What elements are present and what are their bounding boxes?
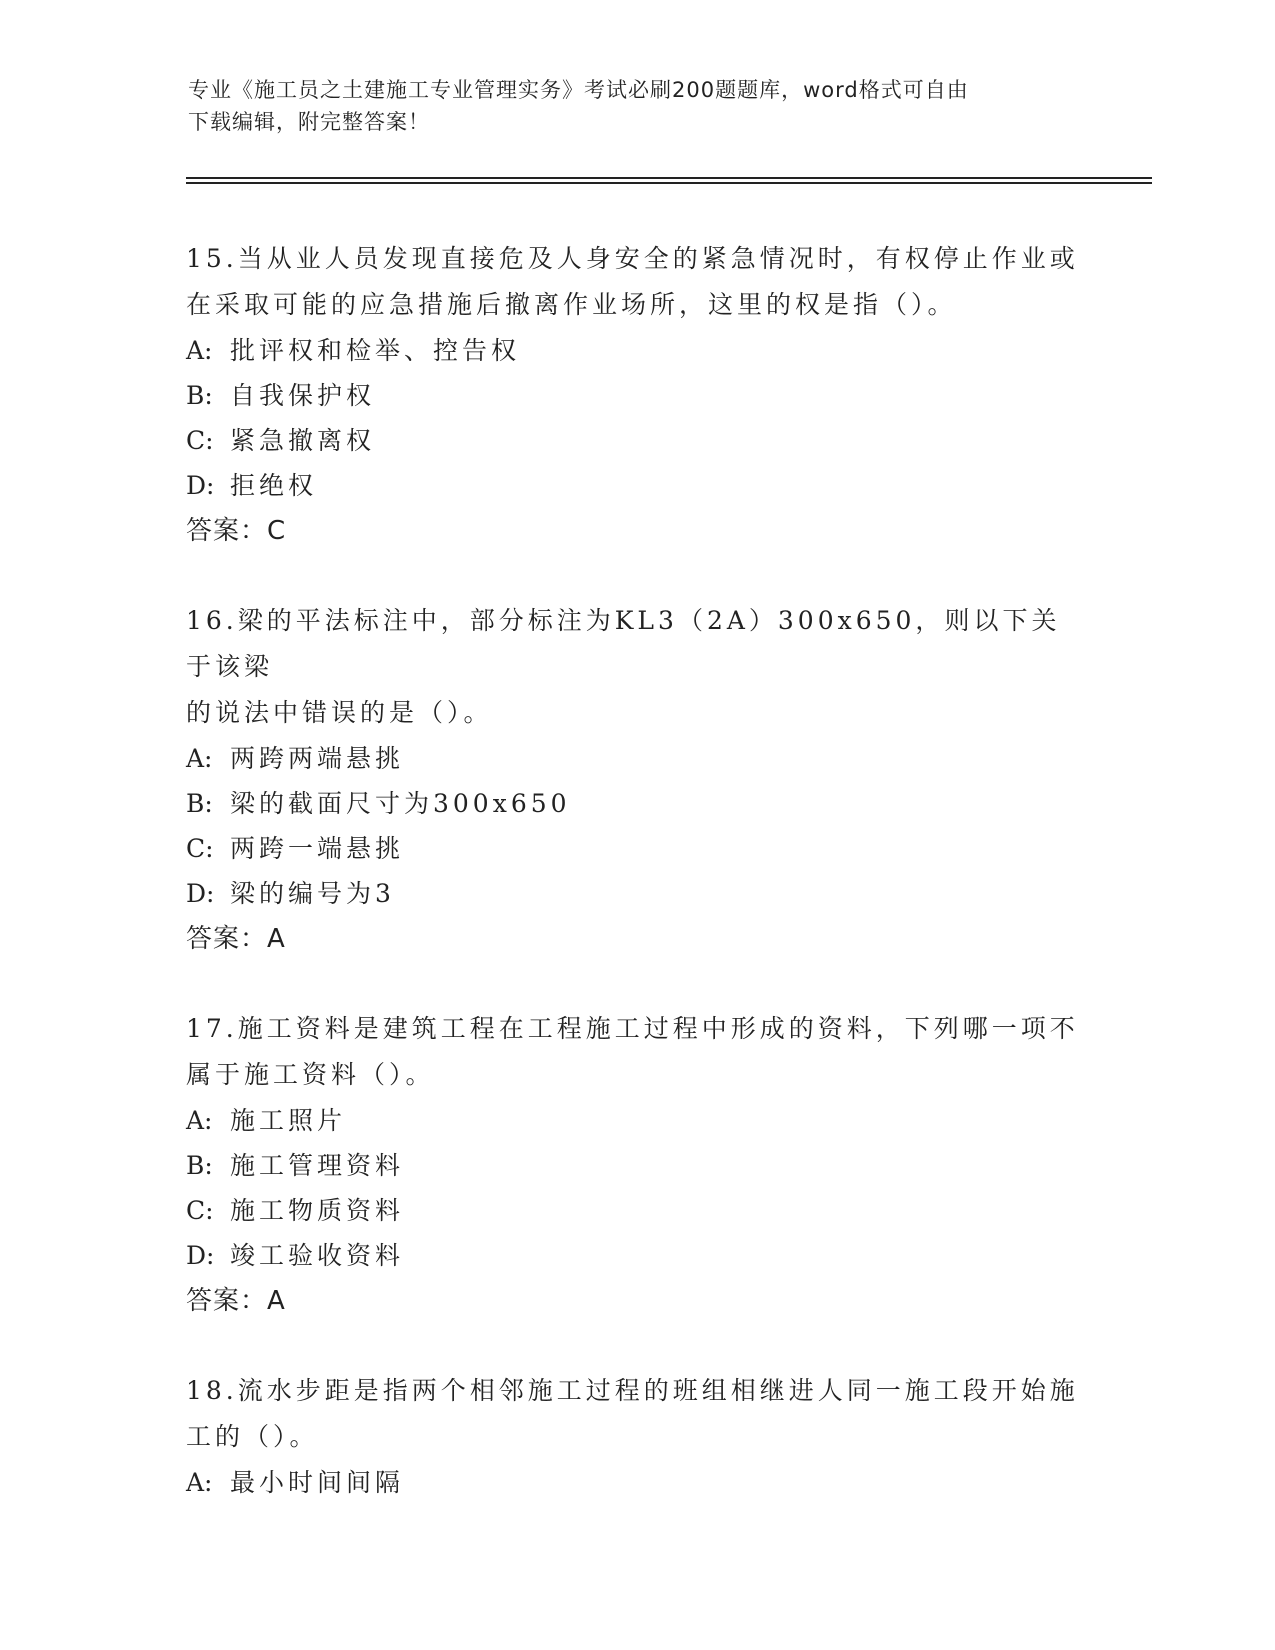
option-letter: A: bbox=[186, 1468, 213, 1497]
option-text: 两跨两端悬挑 bbox=[230, 744, 405, 773]
option-letter: A: bbox=[186, 1106, 213, 1135]
question-15 bbox=[186, 236, 1086, 554]
option-text: 梁的截面尺寸为300x650 bbox=[230, 789, 571, 818]
question-stem-line: 属于施工资料（）。 bbox=[186, 1060, 435, 1089]
option-b bbox=[186, 1143, 1086, 1188]
option-b bbox=[186, 373, 1086, 418]
question-stem-line: 在采取可能的应急措施后撤离作业场所，这里的权是指（）。 bbox=[186, 290, 957, 319]
option-text: 竣工验收资料 bbox=[230, 1241, 405, 1270]
option-letter: A: bbox=[186, 744, 213, 773]
option-c bbox=[186, 1188, 1086, 1233]
question-stem-line: 16.梁的平法标注中，部分标注为KL3（2A）300x650，则以下关于该梁 bbox=[186, 606, 1061, 681]
question-stem-line: 17.施工资料是建筑工程在工程施工过程中形成的资料，下列哪一项不 bbox=[186, 1014, 1079, 1043]
option-letter: B: bbox=[186, 789, 213, 818]
option-letter: A: bbox=[186, 336, 213, 365]
header-divider-top bbox=[186, 177, 1152, 179]
option-letter: C: bbox=[186, 834, 214, 863]
question-stem-line: 工的（）。 bbox=[186, 1422, 319, 1451]
option-c bbox=[186, 418, 1086, 463]
question-stem-line: 18.流水步距是指两个相邻施工过程的班组相继进人同一施工段开始施 bbox=[186, 1376, 1079, 1405]
option-text: 自我保护权 bbox=[230, 381, 376, 410]
header-line-2: 下载编辑，附完整答案！ bbox=[188, 110, 430, 134]
option-a bbox=[186, 1098, 1086, 1143]
option-text: 梁的编号为3 bbox=[230, 879, 395, 908]
option-text: 拒绝权 bbox=[230, 471, 318, 500]
option-a bbox=[186, 736, 1086, 781]
header-line-1: 专业《施工员之土建施工专业管理实务》考试必刷200题题库，word格式可自由 bbox=[188, 78, 969, 102]
option-d bbox=[186, 871, 1086, 916]
option-letter: B: bbox=[186, 381, 213, 410]
option-letter: C: bbox=[186, 1196, 214, 1225]
option-letter: D: bbox=[186, 1241, 215, 1270]
question-17 bbox=[186, 1006, 1086, 1324]
question-list bbox=[186, 236, 1086, 1549]
question-stem-line: 15.当从业人员发现直接危及人身安全的紧急情况时，有权停止作业或 bbox=[186, 244, 1079, 273]
option-b bbox=[186, 781, 1086, 826]
option-a bbox=[186, 328, 1086, 373]
answer-label: 答案：C bbox=[186, 516, 287, 546]
option-text: 紧急撤离权 bbox=[230, 426, 376, 455]
answer-label: 答案：A bbox=[186, 924, 286, 954]
option-letter: D: bbox=[186, 879, 215, 908]
question-stem bbox=[186, 1368, 1086, 1460]
option-text: 施工物质资料 bbox=[230, 1196, 405, 1225]
option-text: 施工照片 bbox=[230, 1106, 347, 1135]
header-divider-bottom bbox=[186, 182, 1152, 184]
option-d bbox=[186, 463, 1086, 508]
option-text: 两跨一端悬挑 bbox=[230, 834, 405, 863]
option-letter: D: bbox=[186, 471, 215, 500]
question-18 bbox=[186, 1368, 1086, 1505]
option-d bbox=[186, 1233, 1086, 1278]
answer-label: 答案：A bbox=[186, 1286, 286, 1316]
question-stem bbox=[186, 1006, 1086, 1098]
option-c bbox=[186, 826, 1086, 871]
option-letter: C: bbox=[186, 426, 214, 455]
option-text: 最小时间间隔 bbox=[230, 1468, 405, 1497]
question-stem-line: 的说法中错误的是（）。 bbox=[186, 698, 493, 727]
question-stem bbox=[186, 598, 1086, 736]
question-16 bbox=[186, 598, 1086, 962]
option-text: 施工管理资料 bbox=[230, 1151, 405, 1180]
option-a bbox=[186, 1460, 1086, 1505]
option-text: 批评权和检举、控告权 bbox=[230, 336, 521, 365]
option-letter: B: bbox=[186, 1151, 213, 1180]
question-stem bbox=[186, 236, 1086, 328]
document-header bbox=[188, 74, 1068, 138]
